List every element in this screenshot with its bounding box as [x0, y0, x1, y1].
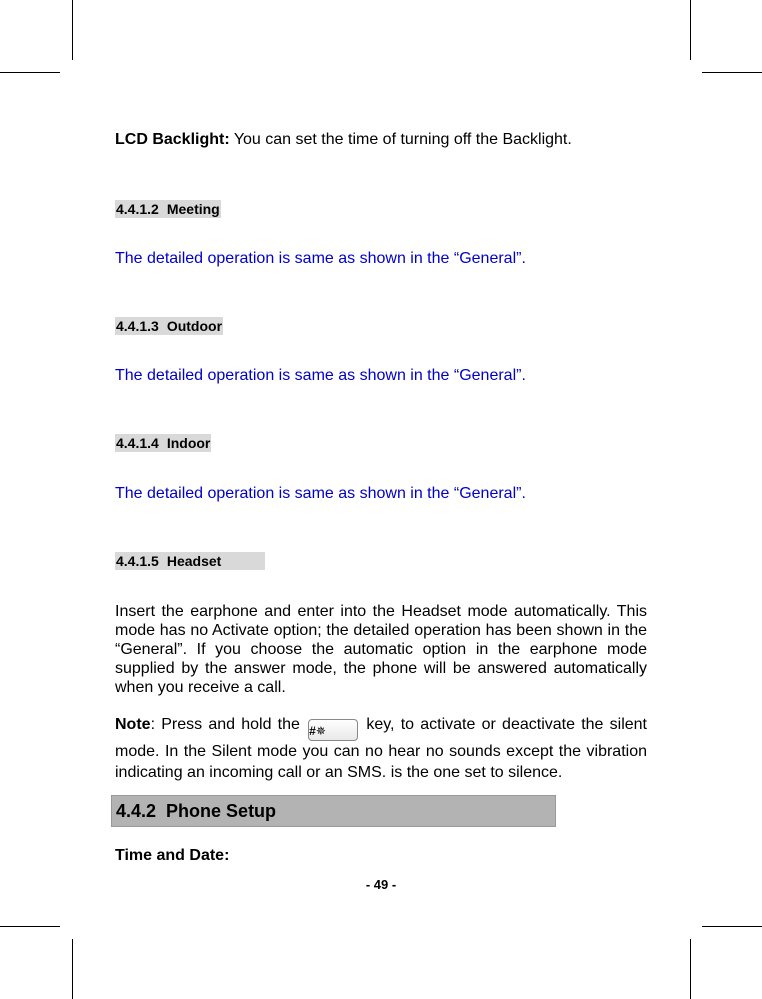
crop-mark	[690, 939, 691, 999]
section-body-meeting: The detailed operation is same as shown in the “General”.	[115, 250, 526, 267]
section-number: 4.4.1.2	[116, 201, 159, 217]
headset-body: Insert the earphone and enter into the Headset mode automatically. This mode has no Activate option; the detailed operation has been shown in the “General”. If you choose the automatic option in the earphone mode supplied by the answer mode, the phone will be answered automatically when you receive a call.	[115, 603, 647, 696]
section-number: 4.4.2	[116, 801, 157, 821]
note-label: Note	[115, 716, 151, 733]
section-heading-headset	[115, 552, 265, 570]
section-body-outdoor: The detailed operation is same as shown in the “General”.	[115, 367, 526, 384]
note-text-after: key, to activate or deactivate the silent mode. In the Silent mode you can no hear no sounds except the vibration indicating an incoming call or an SMS. is the one set to silence.	[115, 716, 647, 781]
section-title: Outdoor	[166, 318, 223, 334]
section-number: 4.4.1.4	[116, 435, 159, 451]
section-heading-outdoor	[115, 317, 223, 335]
crop-mark	[702, 72, 762, 73]
crop-mark	[0, 926, 60, 927]
crop-mark	[72, 0, 73, 60]
note-paragraph	[115, 714, 647, 783]
section-heading-phone-setup	[111, 795, 556, 827]
section-title: Indoor	[166, 435, 211, 451]
section-heading-meeting	[115, 200, 221, 218]
section-heading-indoor	[115, 434, 211, 452]
section-number: 4.4.1.3	[116, 318, 159, 334]
crop-mark	[702, 926, 762, 927]
note-text-before: : Press and hold the	[150, 716, 307, 733]
page-number: - 49 -	[365, 877, 397, 892]
section-title: Meeting	[166, 201, 220, 217]
section-title: Headset	[166, 553, 222, 569]
lcd-backlight-paragraph	[115, 130, 647, 149]
section-number: 4.4.1.5	[116, 553, 159, 569]
hash-key-icon: #✵	[308, 719, 358, 741]
lcd-backlight-text: You can set the time of turning off the Backlight.	[229, 131, 572, 148]
crop-mark	[690, 0, 691, 60]
section-body-indoor: The detailed operation is same as shown in the “General”.	[115, 485, 526, 502]
lcd-backlight-label: LCD Backlight:	[115, 131, 230, 148]
crop-mark	[72, 939, 73, 999]
section-title: Phone Setup	[166, 801, 277, 821]
time-and-date-label: Time and Date:	[115, 847, 230, 864]
crop-mark	[0, 72, 60, 73]
